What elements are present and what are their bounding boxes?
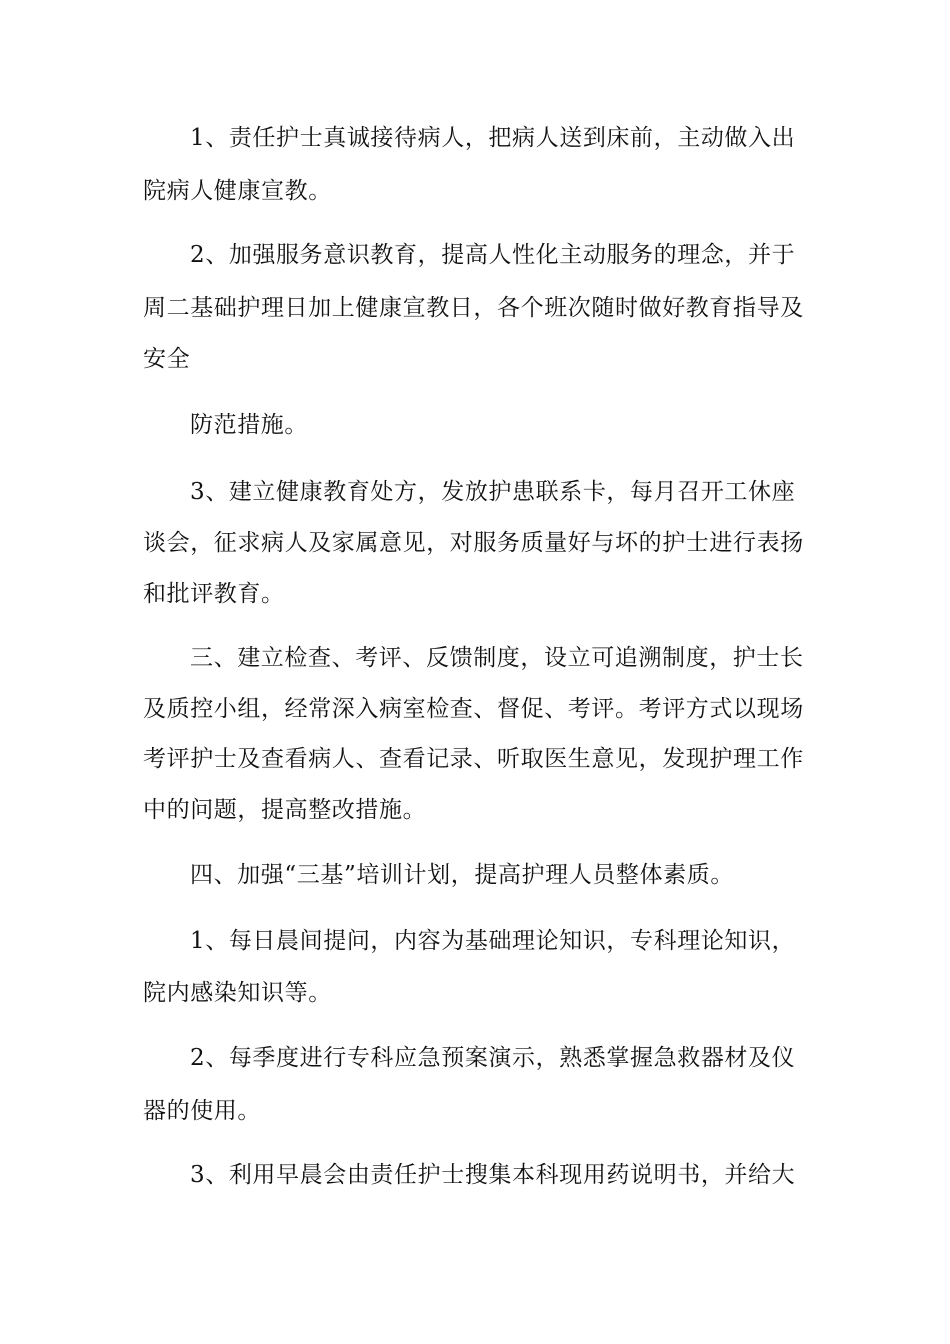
- text-line: 谈会，征求病人及家属意见，对服务质量好与坏的护士进行表扬: [143, 530, 804, 556]
- text-line: 防范措施。: [190, 412, 308, 438]
- text-line: 1、每日晨间提问，内容为基础理论知识，专科理论知识，: [190, 928, 796, 954]
- text-line: 器的使用。: [143, 1098, 261, 1124]
- text-line: 院内感染知识等。: [143, 980, 332, 1006]
- text-line: 院病人健康宣教。: [143, 178, 332, 204]
- text-line: 2、加强服务意识教育，提高人性化主动服务的理念，并于: [190, 242, 796, 268]
- text-line: 3、利用早晨会由责任护士搜集本科现用药说明书，并给大: [190, 1162, 796, 1188]
- text-line: 四、加强“三基”培训计划，提高护理人员整体素质。: [190, 862, 734, 888]
- text-line: 考评护士及查看病人、查看记录、听取医生意见，发现护理工作: [143, 746, 804, 772]
- text-line: 三、建立检查、考评、反馈制度，设立可追溯制度，护士长: [190, 645, 804, 671]
- text-line: 中的问题，提高整改措施。: [143, 797, 427, 823]
- text-line: 3、建立健康教育处方，发放护患联系卡，每月召开工休座: [190, 479, 796, 505]
- text-line: 周二基础护理日加上健康宣教日，各个班次随时做好教育指导及: [143, 295, 804, 321]
- text-line: 及质控小组，经常深入病室检查、督促、考评。考评方式以现场: [143, 696, 804, 722]
- text-line: 安全: [143, 346, 191, 372]
- text-line: 1、责任护士真诚接待病人，把病人送到床前，主动做入出: [190, 125, 796, 151]
- text-line: 2、每季度进行专科应急预案演示，熟悉掌握急救器材及仪: [190, 1045, 796, 1071]
- text-line: 和批评教育。: [143, 581, 285, 607]
